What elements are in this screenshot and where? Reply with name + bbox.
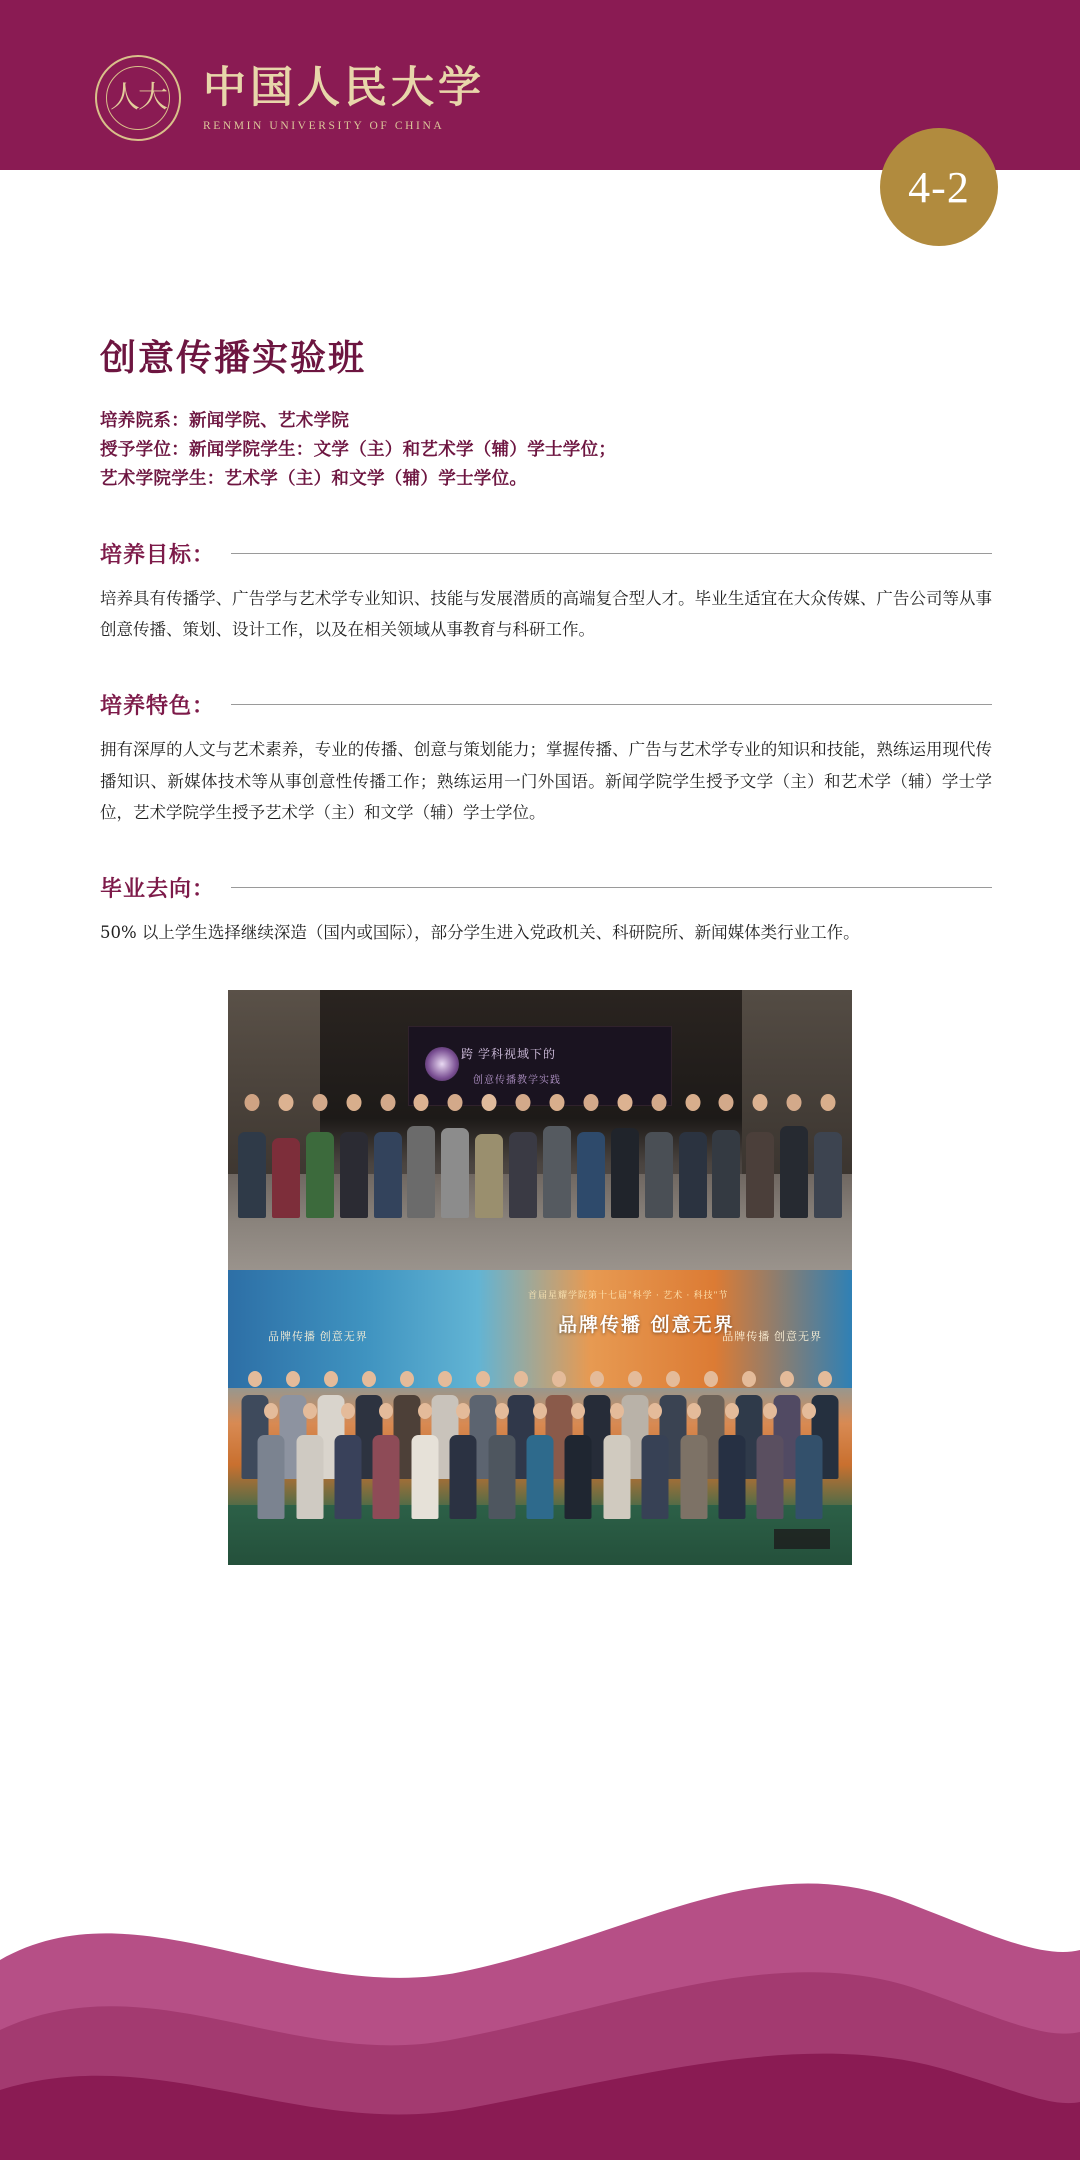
person bbox=[744, 1090, 776, 1218]
section-objectives bbox=[100, 538, 992, 646]
person bbox=[408, 1401, 442, 1519]
section-divider bbox=[231, 887, 992, 888]
page-title: 创意传播实验班 bbox=[100, 337, 367, 379]
person bbox=[575, 1090, 607, 1218]
banner-title: 品牌传播 创意无界 bbox=[558, 1314, 735, 1336]
people-row-front bbox=[254, 1401, 826, 1519]
section-divider bbox=[231, 704, 992, 705]
section-careers bbox=[100, 872, 992, 948]
person bbox=[541, 1090, 573, 1218]
person bbox=[753, 1401, 787, 1519]
person bbox=[609, 1090, 641, 1218]
person bbox=[338, 1090, 370, 1218]
person bbox=[600, 1401, 634, 1519]
group-photo-lecture-hall bbox=[228, 990, 852, 1270]
screen-title-line2: 创意传播教学实践 bbox=[473, 1075, 561, 1086]
seal-glyph: 人大 bbox=[110, 80, 166, 115]
person bbox=[292, 1401, 326, 1519]
person bbox=[778, 1090, 810, 1218]
university-logo bbox=[95, 55, 485, 141]
meta-line-degree-2: 艺术学院学生：艺术学（主）和文学（辅）学士学位。 bbox=[100, 468, 528, 489]
people-row bbox=[236, 1090, 844, 1218]
person bbox=[270, 1090, 302, 1218]
person bbox=[372, 1090, 404, 1218]
photo-gallery bbox=[228, 990, 852, 1565]
program-meta bbox=[100, 407, 992, 494]
person bbox=[710, 1090, 742, 1218]
section-objectives-title: 培养目标： bbox=[100, 541, 216, 568]
footer-wave-decoration bbox=[0, 1840, 1080, 2160]
section-features-title: 培养特色： bbox=[100, 693, 216, 720]
section-careers-body: 50% 以上学生选择继续深造（国内或国际），部分学生进入党政机关、科研院所、新闻媒体类行业工作。 bbox=[100, 923, 860, 943]
person bbox=[638, 1401, 672, 1519]
section-divider bbox=[231, 553, 992, 554]
university-name-en: RENMIN UNIVERSITY OF CHINA bbox=[203, 119, 445, 132]
screen-orb-graphic bbox=[425, 1047, 459, 1081]
section-careers-header bbox=[100, 872, 992, 903]
university-name-cn: 中国人民大学 bbox=[203, 63, 485, 114]
person bbox=[236, 1090, 268, 1218]
person bbox=[446, 1401, 480, 1519]
meta-line-departments: 培养院系：新闻学院、艺术学院 bbox=[100, 411, 350, 431]
person bbox=[369, 1401, 403, 1519]
section-careers-title: 毕业去向： bbox=[100, 876, 216, 903]
person bbox=[304, 1090, 336, 1218]
person bbox=[473, 1090, 505, 1218]
person bbox=[792, 1401, 826, 1519]
page-number-badge: 4-2 bbox=[880, 128, 998, 246]
person bbox=[254, 1401, 288, 1519]
person bbox=[439, 1090, 471, 1218]
banner-subtitle-small: 首届星耀学院第十七届"科学 · 艺术 · 科技"节 bbox=[528, 1290, 729, 1300]
person bbox=[331, 1401, 365, 1519]
person bbox=[643, 1090, 675, 1218]
person bbox=[676, 1401, 710, 1519]
section-features-header bbox=[100, 689, 992, 720]
group-photo-stage-banner bbox=[228, 1270, 852, 1565]
university-seal-icon bbox=[95, 55, 181, 141]
banner-side-left: 品牌传播 创意无界 bbox=[268, 1331, 368, 1343]
person bbox=[507, 1090, 539, 1218]
section-features-body: 拥有深厚的人文与艺术素养，专业的传播、创意与策划能力；掌握传播、广告与艺术学专业的知识和技能，熟练运用现代传播知识、新媒体技术等从事创意性传播工作；熟练运用一门外国语。新闻学院学生授予文学（主）和艺术学（辅）学士学位，艺术学院学生授予艺术学（主）和文学（辅）学士学位。 bbox=[100, 740, 992, 822]
person bbox=[677, 1090, 709, 1218]
section-objectives-body: 培养具有传播学、广告学与艺术学专业知识、技能与发展潜质的高端复合型人才。毕业生适宜在大众传媒、广告公司等从事创意传播、策划、设计工作，以及在相关领域从事教育与科研工作。 bbox=[100, 588, 992, 639]
person bbox=[484, 1401, 518, 1519]
banner-side-right: 品牌传播 创意无界 bbox=[722, 1331, 822, 1343]
person bbox=[715, 1401, 749, 1519]
person bbox=[561, 1401, 595, 1519]
person bbox=[812, 1090, 844, 1218]
main-content bbox=[100, 330, 992, 949]
screen-title-line1: 跨 学科视域下的 bbox=[461, 1047, 557, 1061]
university-name-block bbox=[203, 64, 485, 131]
meta-line-degree-1: 授予学位：新闻学院学生：文学（主）和艺术学（辅）学士学位； bbox=[100, 439, 617, 460]
section-features bbox=[100, 689, 992, 828]
photo-watermark-logo bbox=[774, 1529, 830, 1549]
person bbox=[523, 1401, 557, 1519]
person bbox=[405, 1090, 437, 1218]
section-objectives-header bbox=[100, 538, 992, 569]
